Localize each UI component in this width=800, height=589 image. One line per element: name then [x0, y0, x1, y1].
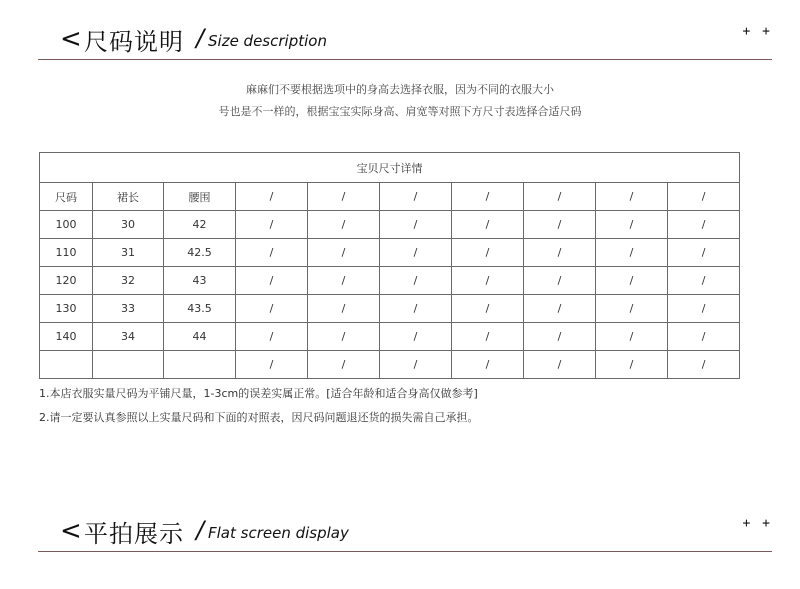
table-header-cell: /: [524, 183, 596, 211]
table-header-cell: /: [452, 183, 524, 211]
table-cell: /: [524, 351, 596, 379]
table-cell: 43.5: [164, 295, 236, 323]
table-cell: /: [380, 323, 452, 351]
title-slash: /: [196, 24, 205, 52]
table-cell: /: [452, 295, 524, 323]
table-cell: /: [452, 211, 524, 239]
table-cell: /: [596, 351, 668, 379]
intro-text: [0, 79, 800, 123]
table-cell: /: [452, 239, 524, 267]
table-cell: 43: [164, 267, 236, 295]
table-cell: /: [308, 211, 380, 239]
title-slash: /: [196, 516, 205, 544]
table-body: [40, 211, 740, 379]
table-row: [40, 323, 740, 351]
table-cell: /: [596, 323, 668, 351]
table-cell: /: [668, 267, 740, 295]
table-cell: /: [668, 323, 740, 351]
table-cell: 44: [164, 323, 236, 351]
table-cell: /: [668, 351, 740, 379]
table-cell: /: [452, 323, 524, 351]
table-cell: 33: [93, 295, 164, 323]
table-header-cell: 尺码: [40, 183, 93, 211]
table-cell: /: [236, 351, 308, 379]
table-cell: 100: [40, 211, 93, 239]
table-row: [40, 295, 740, 323]
table-row: [40, 351, 740, 379]
header-divider: [38, 551, 772, 552]
table-cell: 140: [40, 323, 93, 351]
section-subtitle: Flat screen display: [208, 524, 349, 542]
table-cell: /: [596, 267, 668, 295]
table-cell: /: [308, 323, 380, 351]
note-2: 2.请一定要认真参照以上实量尺码和下面的对照表，因尺码问题退还货的损失需自己承担。: [39, 411, 479, 424]
table-cell: /: [524, 323, 596, 351]
table-cell: 31: [93, 239, 164, 267]
section-title: 平拍展示: [84, 520, 184, 548]
table-cell: 120: [40, 267, 93, 295]
table-cell: /: [308, 351, 380, 379]
table-cell: /: [524, 239, 596, 267]
table-header-cell: /: [236, 183, 308, 211]
flat-display-header: [38, 512, 772, 552]
table-cell: /: [380, 295, 452, 323]
intro-line-2: 号也是不一样的，根据宝宝实际身高、肩宽等对照下方尺寸表选择合适尺码: [218, 105, 582, 118]
table-cell: /: [380, 239, 452, 267]
table-header-cell: 腰围: [164, 183, 236, 211]
table-header-cell: /: [308, 183, 380, 211]
table-cell: /: [596, 211, 668, 239]
plus-icon: + +: [742, 24, 772, 39]
section-subtitle: Size description: [208, 32, 327, 50]
table-cell: /: [236, 295, 308, 323]
table-header-cell: /: [596, 183, 668, 211]
table-row: [40, 239, 740, 267]
table-cell: 32: [93, 267, 164, 295]
table-row: [40, 267, 740, 295]
size-description-header: [38, 20, 772, 60]
table-cell: 42.5: [164, 239, 236, 267]
table-header-cell: 裙长: [93, 183, 164, 211]
table-cell: /: [524, 295, 596, 323]
table-cell: /: [380, 211, 452, 239]
table-cell: /: [236, 323, 308, 351]
table-header-cell: /: [380, 183, 452, 211]
table-cell: [40, 351, 93, 379]
table-cell: /: [236, 267, 308, 295]
table-cell: /: [596, 239, 668, 267]
table-cell: /: [236, 239, 308, 267]
table-cell: 42: [164, 211, 236, 239]
table-header-cell: /: [668, 183, 740, 211]
table-cell: /: [308, 267, 380, 295]
header-divider: [38, 59, 772, 60]
table-cell: /: [668, 239, 740, 267]
table-cell: /: [380, 351, 452, 379]
table-cell: [164, 351, 236, 379]
table-header-row: [40, 183, 740, 211]
plus-icon: + +: [742, 516, 772, 531]
table-cell: /: [668, 211, 740, 239]
table-caption-row: [40, 153, 740, 183]
table-cell: /: [380, 267, 452, 295]
table-cell: [93, 351, 164, 379]
table-cell: /: [668, 295, 740, 323]
section-title: 尺码说明: [84, 28, 184, 56]
table-cell: 30: [93, 211, 164, 239]
size-table: [39, 152, 740, 379]
table-row: [40, 211, 740, 239]
table-cell: /: [452, 267, 524, 295]
table-cell: 34: [93, 323, 164, 351]
table-cell: /: [596, 295, 668, 323]
table-cell: /: [308, 239, 380, 267]
chevron-left-icon: <: [60, 24, 82, 54]
table-cell: /: [452, 351, 524, 379]
note-1: 1.本店衣服实量尺码为平铺尺量，1-3cm的误差实属正常。[适合年龄和适合身高仅做参考]: [39, 387, 478, 400]
table-cell: /: [524, 267, 596, 295]
table-cell: /: [236, 211, 308, 239]
table-caption: 宝贝尺寸详情: [40, 153, 740, 183]
table-cell: 130: [40, 295, 93, 323]
intro-line-1: 麻麻们不要根据选项中的身高去选择衣服，因为不同的衣服大小: [246, 83, 554, 96]
table-cell: 110: [40, 239, 93, 267]
chevron-left-icon: <: [60, 516, 82, 546]
table-cell: /: [308, 295, 380, 323]
table-cell: /: [524, 211, 596, 239]
